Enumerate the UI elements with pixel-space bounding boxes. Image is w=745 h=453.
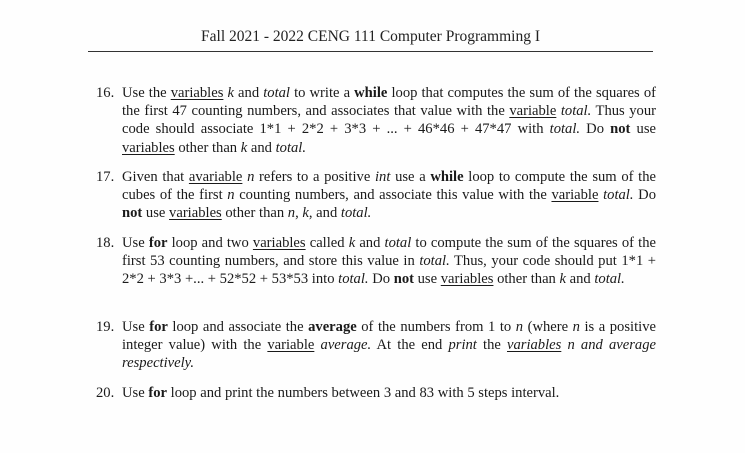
- text-segment: , and: [308, 205, 341, 222]
- text-segment: other than: [493, 271, 560, 288]
- text-segment: k: [227, 85, 234, 101]
- text-segment: total.: [419, 253, 450, 270]
- text-segment: ,: [295, 205, 303, 222]
- text-segment: variable: [551, 187, 599, 204]
- text-segment: total.: [594, 271, 625, 288]
- text-segment: for: [148, 235, 168, 251]
- text-segment: use a: [390, 169, 431, 185]
- text-segment: not: [122, 205, 143, 222]
- question-18: [96, 234, 656, 289]
- text-segment: n: [572, 319, 580, 335]
- text-segment: not: [393, 271, 414, 288]
- question-number: 17.: [96, 169, 115, 185]
- text-segment: Use: [122, 385, 149, 401]
- text-segment: Thus your code should associate 1*1 + 2*2 + 3*3 + ... + 46*46 + 47*47 with: [122, 103, 656, 138]
- text-segment: total.: [603, 187, 634, 204]
- text-segment: n and average respectively.: [122, 337, 656, 372]
- text-segment: for: [148, 385, 167, 401]
- text-segment: k: [348, 235, 356, 251]
- text-segment: total: [384, 235, 412, 251]
- text-segment: variable: [267, 337, 315, 354]
- text-segment: loop that computes the sum of the squares of the first 47 counting numbers, and associates that value with the: [122, 85, 656, 120]
- text-segment: variables: [507, 337, 562, 354]
- text-segment: k: [240, 139, 248, 156]
- page-header-title: Fall 2021 - 2022 CENG 111 Computer Programming I: [201, 28, 540, 45]
- text-segment: and: [355, 235, 385, 251]
- question-19: [96, 318, 656, 373]
- text-segment: and: [565, 271, 595, 288]
- question-20: [96, 384, 656, 402]
- question-number: 16.: [96, 85, 115, 101]
- text-segment: (where: [523, 319, 573, 335]
- text-segment: n: [515, 319, 524, 335]
- text-segment: called: [305, 235, 349, 251]
- text-segment: Use the: [122, 85, 171, 101]
- text-segment: Given that: [122, 169, 189, 185]
- text-segment: n: [287, 205, 296, 222]
- text-segment: Do: [580, 121, 611, 138]
- question-text: [122, 84, 656, 157]
- question-16: [96, 84, 656, 157]
- text-segment: total.: [275, 139, 307, 156]
- text-segment: the: [476, 337, 507, 354]
- text-segment: loop and two: [167, 235, 253, 251]
- text-segment: total.: [549, 121, 581, 138]
- text-segment: loop and print the numbers between 3 and 83 with 5 steps interval.: [167, 385, 560, 401]
- text-segment: Do: [633, 187, 656, 204]
- text-segment: and: [233, 85, 264, 101]
- text-segment: loop and associate the: [167, 319, 309, 335]
- text-segment: Use: [122, 319, 150, 335]
- text-segment: avariable: [188, 169, 243, 185]
- text-segment: loop to compute the sum of the cubes of the first: [122, 169, 656, 204]
- question-text: [122, 318, 656, 373]
- text-segment: average.: [320, 337, 372, 354]
- text-segment: refers to a positive: [254, 169, 375, 185]
- question-text: [122, 384, 656, 402]
- text-segment: n: [227, 187, 235, 204]
- text-segment: use: [630, 121, 656, 138]
- text-segment: variables: [169, 205, 222, 222]
- text-segment: not: [610, 121, 631, 138]
- text-segment: variables: [252, 235, 306, 251]
- question-number: 20.: [96, 385, 115, 401]
- text-segment: k: [559, 271, 566, 288]
- text-segment: while: [430, 169, 464, 185]
- text-segment: of the numbers from 1 to: [356, 319, 516, 335]
- text-segment: use: [142, 205, 170, 222]
- header-rule: [88, 51, 653, 52]
- text-segment: to write a: [289, 85, 355, 101]
- question-number: 18.: [96, 235, 115, 251]
- text-segment: Thus, your code should put 1*1 + 2*2 + 3*3 +... + 52*52 + 53*53 into: [122, 253, 656, 288]
- text-segment: for: [149, 319, 168, 335]
- text-segment: other than: [221, 205, 288, 222]
- question-text: [122, 234, 656, 289]
- text-segment: counting numbers, and associate this value with the: [234, 187, 552, 204]
- text-segment: total.: [340, 205, 372, 222]
- text-segment: n: [247, 169, 255, 185]
- question-text: [122, 168, 656, 223]
- text-segment: k: [302, 205, 309, 222]
- text-segment: average: [308, 319, 357, 335]
- text-segment: total: [263, 85, 290, 101]
- text-segment: Do: [368, 271, 394, 288]
- text-segment: variables: [170, 85, 224, 101]
- text-segment: int: [374, 169, 391, 185]
- text-segment: is a positive integer value) with the: [122, 319, 656, 354]
- text-segment: print: [448, 337, 477, 354]
- text-segment: variables: [122, 139, 175, 156]
- text-segment: to compute the sum of the squares of the first 53 counting numbers, and store this value in: [122, 235, 656, 270]
- text-segment: and: [247, 139, 276, 156]
- text-segment: At the end: [371, 337, 449, 354]
- text-segment: variable: [509, 103, 557, 120]
- text-segment: use: [413, 271, 441, 288]
- text-segment: total.: [338, 271, 369, 288]
- text-segment: Use: [122, 235, 149, 251]
- question-17: [96, 168, 656, 223]
- text-segment: while: [354, 85, 388, 101]
- question-number: 19.: [96, 319, 115, 335]
- text-segment: total.: [560, 103, 592, 120]
- text-segment: variables: [440, 271, 494, 288]
- text-segment: other than: [174, 139, 241, 156]
